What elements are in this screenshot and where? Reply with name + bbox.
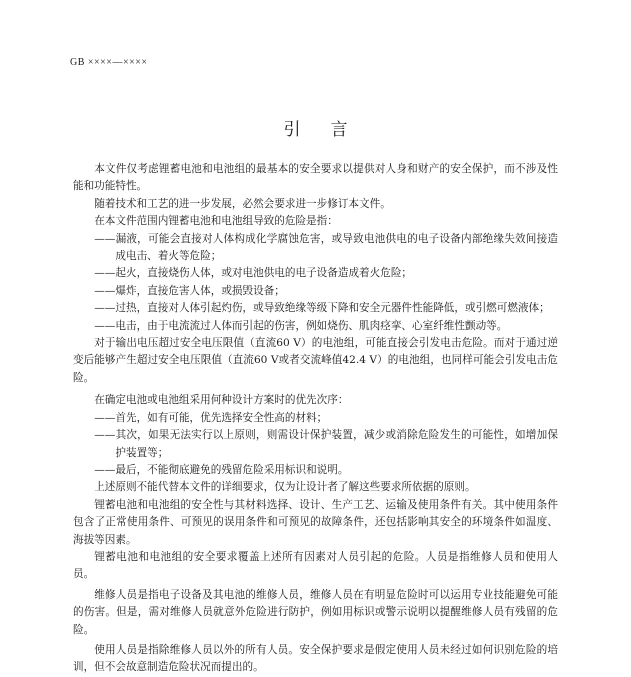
hazard-item-overheat: ——过热，直接对人体引起灼伤，或导致绝缘等级下降和安全元器件性能降低，或引燃可燃液体； (94, 302, 550, 315)
hazard-item-leakage: ——漏液，可能会直接对人体构成化学腐蚀危害，或导致电池供电的电子设备内部绝缘失效间接造成电击、着火等危险； (94, 232, 558, 263)
page-title: 引言 (283, 120, 378, 140)
priority-item-last: ——最后，不能彻底避免的残留危险采用标识和说明。 (94, 463, 349, 476)
paragraph-ordinary-persons: 使用人员是指除维修人员以外的所有人员。安全保护要求是假定使用人员未经过如何识别危险的培训，但不会故意制造危险状况而提出的。 (73, 643, 558, 674)
paragraph-scope: 本文件仅考虑锂蓄电池和电池组的最基本的安全要求以提供对人身和财产的安全保护，而不涉及性能和功能特性。 (73, 163, 558, 193)
paragraph-principles: 上述原则不能代替本文件的详细要求，仅为让设计者了解这些要求所依据的原则。 (94, 481, 476, 494)
paragraph-safety-factors: 锂蓄电池和电池组的安全性与其材料选择、设计、生产工艺、运输及使用条件有关。其中使用条件包含了正常使用条件、可预见的误用条件和可预见的故障条件，还包括影响其安全的环境条件如温度、海拔等因素。 (73, 498, 558, 546)
paragraph-voltage: 对于输出电压超过安全电压限值（直流60 V）的电池组，可能直接会引发电击危险。而对于通过逆变后能够产生超过安全电压限值（直流60 V或者交流峰值42.4 V）的电池组，也同样可能会引发电击危险。 (73, 337, 558, 384)
document-body (73, 161, 558, 677)
hazard-item-fire: ——起火，直接烧伤人体，或对电池供电的电子设备造成着火危险； (94, 267, 413, 280)
priority-item-first: ——首先，如有可能，优先选择安全性高的材料； (94, 411, 328, 424)
paragraph-revision: 随着技术和工艺的进一步发展，必然会要求进一步修订本文件。 (94, 197, 391, 210)
hazard-item-electric-shock: ——电击，由于电流流过人体而引起的伤害，例如烧伤、肌肉痉挛、心室纤维性颤动等。 (94, 319, 508, 332)
paragraph-priority-intro: 在确定电池或电池组采用何种设计方案时的优先次序： (94, 394, 349, 407)
paragraph-service-persons: 维修人员是指电子设备及其电池的维修人员，维修人员在有明显危险时可以运用专业技能避免可能的伤害。但是，需对维修人员就意外危险进行防护，例如用标识或警示说明以提醒维修人员有残留的危险。 (73, 588, 558, 636)
standard-number: GB ××××—×××× (70, 57, 148, 68)
hazard-item-explosion: ——爆炸，直接危害人体，或损毁设备； (94, 284, 285, 297)
paragraph-persons: 锂蓄电池和电池组的安全要求覆盖上述所有因素对人员引起的危险。人员是指维修人员和使用人员。 (73, 550, 558, 581)
priority-item-second: ——其次，如果无法实行以上原则，则需设计保护装置，减少或消除危险发生的可能性，如增加保护装置等； (94, 429, 558, 459)
paragraph-hazards-intro: 在本文件范围内锂蓄电池和电池组导致的危险是指： (94, 215, 338, 228)
